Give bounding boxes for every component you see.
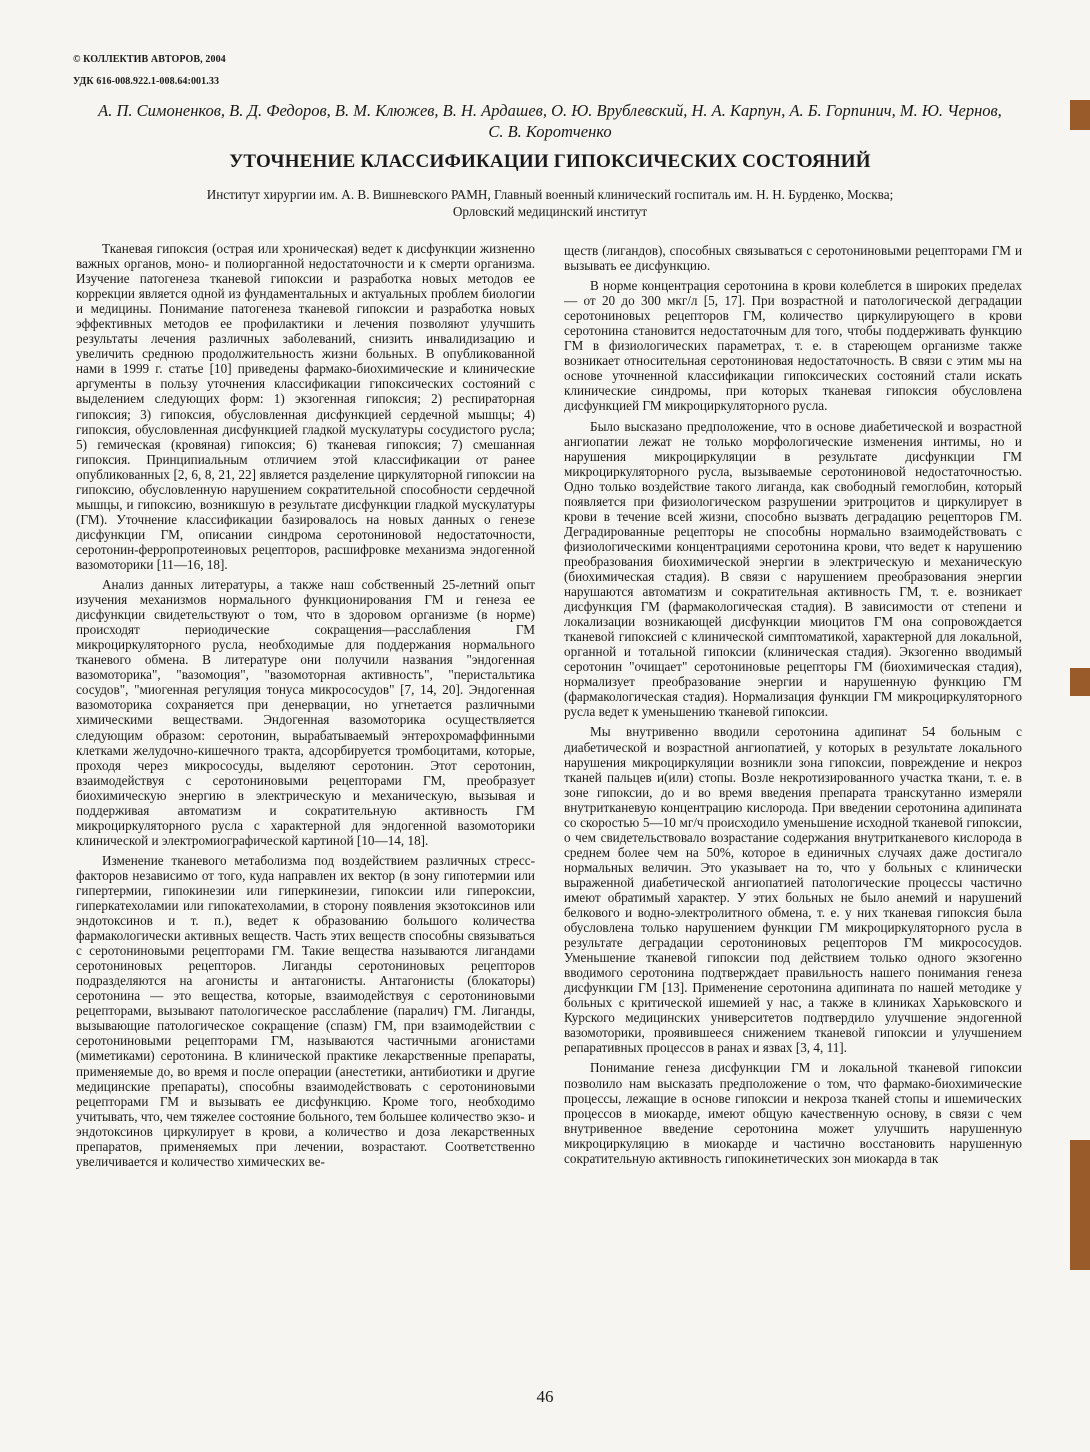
margin-tab-marker xyxy=(1070,100,1090,130)
margin-tab-marker xyxy=(1070,668,1090,696)
affiliation-line: Орловский медицинский институт xyxy=(452,204,648,219)
left-column xyxy=(76,241,535,1174)
paragraph: В норме концентрация серотонина в крови колеблется в широких пределах — от 20 до 300 мкг/л [5, 17]. При возрастной и патологической деградации серотониновых рецепторов ГМ, количество циркулирующего в крови серотонина становится недостаточным для того, чтобы поддерживать функцию ГМ в физиологических параметрах, т. е. в стареющем организме также возникает относительная серотониновая недостаточность. В связи с этим мы на основе уточненной классификации гипоксических состояний стали искать клинические синдромы, при которых тканевая гипоксия обусловлена дисфункцией ГМ микроциркуляторного русла. xyxy=(564,278,1022,414)
article-title: УТОЧНЕНИЕ КЛАССИФИКАЦИИ ГИПОКСИЧЕСКИХ СОСТОЯНИЙ xyxy=(229,151,871,172)
paragraph: Тканевая гипоксия (острая или хроническая) ведет к дисфункции жизненно важных органов, моно- и полиорганной недостаточности и к смерти организма. Изучение патогенеза тканевой гипоксии и разработка новых методов ее коррекции является одной из фундаментальных и актуальных проблем биологии и медицины. Понимание патогенеза тканевой гипоксии и разработка новых эффективных методов ее профилактики и лечения позволяют улучшить результаты лечения различных заболеваний, снизить инвалидизацию и увеличить среднюю продолжительность жизни больных. В опубликованной нами в 1999 г. статье [10] приведены фармако-биохимические и клинические аргументы в пользу уточнения классификации гипоксических состояний с выделением следующих форм: 1) экзогенная гипоксия; 2) респираторная гипоксия; 3) гипоксия, обусловленная дисфункцией сердечной мышцы; 4) гипоксия, обусловленная дисфункцией гладкой мускулатуры сосудистого русла; 5) гемическая (кровяная) гипоксия; 6) тканевая гипоксия; 7) смешанная гипоксия. Принципиальным отличием этой классификации от ранее опубликованных [2, 6, 8, 21, 22] является разделение циркуляторной гипоксии на гипоксию, обусловленную нарушением сократительной способности сердечной мышцы, и гипоксию, возникшую в результате дисфункции гладкой мускулатуры (ГМ). Уточнение классификации базировалось на новых данных о генезе дисфункции ГМ, описании синдрома серотониновой недостаточности, серотонин-ферропротеиновых рецепторов, расшифровке механизма эндогенной вазомоторики [11—16, 18]. xyxy=(76,241,535,572)
page-number: 46 xyxy=(536,1387,554,1406)
udc-code: УДК 616-008.922.1-008.64:001.33 xyxy=(73,76,220,87)
paragraph: ществ (лигандов), способных связываться с серотониновыми рецепторами ГМ и вызывать ее дисфункцию. xyxy=(564,243,1022,274)
paragraph: Понимание генеза дисфункции ГМ и локальной тканевой гипоксии позволило нам высказать предположение о том, что фармако-биохимические процессы, лежащие в основе гипоксии и некроза тканей стопы и ишемических процессов в миокарде, имеют общую качественную основу, в связи с чем внутривенное введение серотонина может улучшить нарушенную микроциркуляцию в миокарде и частично восстановить нарушенную сократительную активность гипокинетических зон миокарда в так xyxy=(564,1060,1022,1166)
paragraph: Мы внутривенно вводили серотонина адипинат 54 больным с диабетической и возрастной ангиопатией, у которых в результате локального нарушения микроциркуляции возникли зона гипоксии, повреждение и некроз тканей пальцев и(или) стопы. Возле некротизированного участка ткани, т. е. в зоне гипоксии, до и во время введения препарата транскутанно измеряли внутритканевую концентрацию кислорода. При введении серотонина адипината со скоростью 5—10 мг/ч происходило уменьшение исходной тканевой гипоксии, о чем свидетельствовало возрастание содержания внутритканевого кислорода в среднем более чем на 50%, которое в единичных случаях даже достигало нормальных величин. Это указывает на то, что у больных с клинически выраженной диабетической ангиопатией патологические процессы частично имеют обратимый характер. У этих больных не было анемий и нарушений белкового и водно-электролитного обмена, т. е. у них тканевая гипоксия была обусловлена только нарушением функции ГМ микроциркуляторного русла в результате деградации серотониновых рецепторов ГМ микрососудов. Уменьшение тканевой гипоксии под действием только одного экзогенно вводимого серотонина подтверждает правильность нашего понимания генеза дисфункции ГМ [13]. Применение серотонина адипината по нашей методике у больных с критической ишемией у нас, а также в клиниках Харьковского и Курского медицинских университетов подтвердило улучшение эндогенной вазомоторики, проявившееся снижением тканевой гипоксии и улучшением репаративных процессов в ранах и язвах [3, 4, 11]. xyxy=(564,724,1022,1056)
author-list: А. П. Симоненков, В. Д. Федоров, В. М. Клюжев, В. Н. Ардашев, О. Ю. Врублевский, Н. А. Карпун, А. Б. Горпинич, М. Ю. Чернов, С. В. Коротченко xyxy=(98,101,1002,141)
paragraph: Изменение тканевого метаболизма под воздействием различных стресс-факторов независимо от того, куда направлен их вектор (в зону гипотермии или гипертермии, гипокинезии или гиперкинезии, гипоксии или гипероксии, гиперкатехоламии или гипокатехоламии, в сторону появления экзотоксинов или эндотоксинов и т. п.), ведет к образованию большого количества фармакологически активных веществ. Часть этих веществ способны связываться с серотониновыми рецепторами ГМ. Такие вещества называются лигандами серотониновых рецепторов. Лиганды серотониновых рецепторов подразделяются на агонисты и антагонисты. Антагонисты (блокаторы) серотонина — это вещества, которые, взаимодействуя с серотониновыми рецепторами, вызывают патологическое расслабление (паралич) ГМ. Лиганды, вызывающие патологическое сокращение (спазм) ГМ, при взаимодействии с серотониновыми рецепторами ГМ, называются частичными агонистами (миметиками) серотонина. В клинической практике лекарственные препараты, применяемые до, во время и после операции (анестетики, антибиотики и другие медицинские препараты), способны взаимодействовать с серотониновыми рецепторами ГМ и вызывать ее дисфункцию. Кроме того, необходимо учитывать, что, чем тяжелее состояние больного, тем большее количество экзо- и эндотоксинов циркулирует в крови, а количество и доза лекарственных препаратов, применяемых при лечении, возрастают. Соответственно увеличивается и количество химических ве- xyxy=(76,852,535,1169)
right-column xyxy=(564,243,1022,1171)
affiliation-line: Институт хирургии им. А. В. Вишневского РАМН, Главный военный клинический госпиталь им. Н. Н. Бурденко, Москва; xyxy=(206,187,894,202)
paragraph: Анализ данных литературы, а также наш собственный 25-летний опыт изучения механизмов нормального функционирования ГМ и генеза ее дисфункции свидетельствуют о том, что в здоровом организме (в норме) происходят периодические сокращения—расслабления ГМ микроциркуляторного русла, необходимые для поддержания нормального тканевого обмена. В литературе они получили названия "эндогенная вазомоторика", "вазомоция", "вазомоторная активность", "перистальтика сосудов", "миогенная регуляция тонуса микрососудов" [7, 14, 20]. Эндогенная вазомоторика сохраняется при денервации, но угнетается различными химическими веществами. Эндогенная вазомоторика осуществляется следующим образом: серотонин, вырабатываемый энтерохромаффинными клетками желудочно-кишечного тракта, адсорбируется тромбоцитами, которые, проходя через микрососуды, выделяют серотонин. Этот серотонин, взаимодействуя с серотониновыми рецепторами ГМ, преобразует биохимическую энергию в электрическую и механическую, вызывая и поддерживая автоматизм и сократительную активность ГМ микроциркуляторного русла с характерной для эндогенной вазомоторики клинической и электромиографической картиной [10—14, 18]. xyxy=(76,577,535,848)
paragraph: Было высказано предположение, что в основе диабетической и возрастной ангиопатии лежат не только морфологические изменения интимы, но и нарушения микроциркуляции в результате дисфункции ГМ микроциркуляторного русла, вызываемые серотониновой недостаточностью. Одно только воздействие такого лиганда, как свободный гемоглобин, который появляется при физиологическом разрушении эритроцитов и циркулирует в крови в течение всей жизни, способно вызвать деградацию рецепторов ГМ. Деградированные рецепторы не способны нормально взаимодействовать с физиологическими концентрациями серотонина крови, что ведет к нарушению преобразования биохимической энергии в электрическую и механическую (биохимическая стадия). В связи с нарушением преобразования энергии нарушаются автоматизм и сократительная активность ГМ, т. е. возникает дисфункция ГМ (фармакологическая стадия). В зависимости от степени и локализации возникающей дисфункции миоцитов ГМ она сопровождается тканевой гипоксией с клинической симптоматикой, характерной для локальной, органной и тотальной гипоксии (клиническая стадия). Экзогенно вводимый серотонин "очищает" серотониновые рецепторы ГМ (биохимическая стадия), нормализует преобразование энергии и нарушенную функцию ГМ (фармакологическая стадия). Нормализация функции ГМ микроциркуляторного русла ведет к уменьшению тканевой гипоксии. xyxy=(564,418,1022,720)
copyright-line: © КОЛЛЕКТИВ АВТОРОВ, 2004 xyxy=(73,54,226,65)
affiliation xyxy=(90,186,1010,220)
margin-tab-marker xyxy=(1070,1140,1090,1270)
